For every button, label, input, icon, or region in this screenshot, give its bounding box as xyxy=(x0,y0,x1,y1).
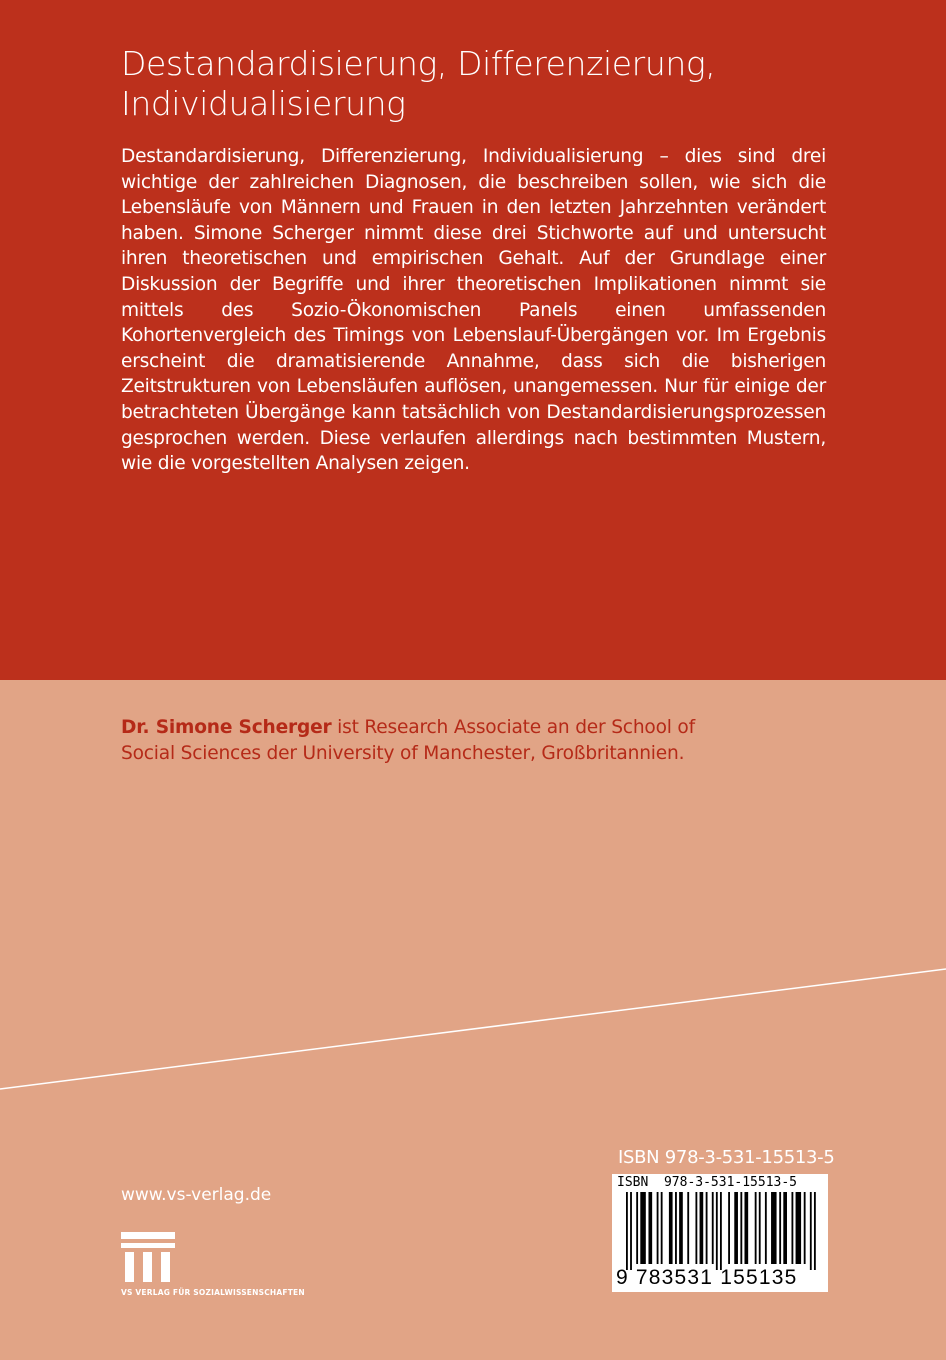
barcode-bar xyxy=(695,1192,697,1264)
barcode-bar xyxy=(669,1192,673,1264)
isbn-label: ISBN 978-3-531-15513-5 xyxy=(618,1147,835,1168)
barcode-number: 9 783531 155135 xyxy=(616,1266,798,1289)
author-bio xyxy=(121,715,841,767)
barcode-isbn-text: ISBN 978-3-531-15513-5 xyxy=(617,1175,798,1190)
barcode-bar xyxy=(783,1192,787,1264)
barcode-bar xyxy=(640,1192,646,1264)
barcode-bar xyxy=(728,1192,730,1264)
barcode-bar xyxy=(765,1192,767,1264)
author-name: Dr. Simone Scherger xyxy=(121,717,332,738)
barcode-bar xyxy=(679,1192,683,1264)
barcode-bar xyxy=(814,1192,816,1270)
author-bio-line-2: Social Sciences der University of Manchester, Großbritannien. xyxy=(121,743,685,764)
barcode-bar xyxy=(796,1192,802,1264)
publisher-name: VS VERLAG FÜR SOZIALWISSENSCHAFTEN xyxy=(121,1288,305,1297)
barcode-bar xyxy=(636,1192,638,1264)
diagonal-line xyxy=(0,955,946,1095)
title-line-2: Individualisierung xyxy=(121,84,406,123)
barcode-bar xyxy=(687,1192,689,1264)
vs-verlag-logo-icon xyxy=(121,1232,175,1282)
barcode-bar xyxy=(744,1192,748,1264)
publisher-url: www.vs-verlag.de xyxy=(121,1185,272,1205)
barcode-bar xyxy=(630,1192,632,1270)
barcode-bar xyxy=(716,1192,718,1270)
barcode-bar xyxy=(700,1192,704,1264)
barcode-bar xyxy=(720,1192,722,1270)
barcode-bar xyxy=(755,1192,757,1264)
barcode xyxy=(612,1174,828,1292)
barcode-bar xyxy=(791,1192,793,1264)
barcode-bar xyxy=(712,1192,714,1264)
barcode-bar xyxy=(675,1192,677,1264)
barcode-bar xyxy=(657,1192,659,1264)
barcode-bar xyxy=(804,1192,806,1264)
book-blurb: Destandardisierung, Differenzierung, Individualisierung – dies sind drei wichtige der zahlreichen Diagnosen, die beschreiben sollen, wie sich die Lebensläufe von Männern und Frauen in den letzten Jahrzehnten verändert haben. Simone Scherger nimmt diese drei Stichworte auf und untersucht ihren theoretischen und empirischen Gehalt. Auf der Grundlage einer Diskussion der Begriffe und ihrer theoretischen Implikationen nimmt sie mittels des Sozio-Ökonomischen Panels einen umfassenden Kohortenvergleich des Timings von Lebenslauf-Übergängen vor. Im Ergebnis erscheint die dramatisierende Annahme, dass sich die bisherigen Zeitstrukturen von Lebensläufen auflösen, unangemessen. Nur für einige der betrachteten Übergänge kann tatsächlich von Destandardisierungsprozessen gesprochen werden. Diese verlaufen allerdings nach bestimmten Mustern, wie die vorgestellten Analysen zeigen. xyxy=(121,146,826,475)
barcode-bar xyxy=(759,1192,761,1264)
barcode-bar xyxy=(779,1192,781,1264)
barcode-bar xyxy=(740,1192,742,1264)
barcode-bars xyxy=(626,1192,816,1270)
author-bio-line-1: ist Research Associate an der School of xyxy=(331,717,695,738)
book-title xyxy=(121,44,881,124)
barcode-bar xyxy=(626,1192,628,1270)
barcode-bar xyxy=(810,1192,812,1270)
barcode-bar xyxy=(771,1192,777,1264)
barcode-bar xyxy=(734,1192,738,1264)
title-line-1: Destandardisierung, Differenzierung, xyxy=(121,44,716,83)
barcode-bar xyxy=(661,1192,663,1264)
barcode-bar xyxy=(706,1192,708,1264)
barcode-bar xyxy=(648,1192,652,1264)
